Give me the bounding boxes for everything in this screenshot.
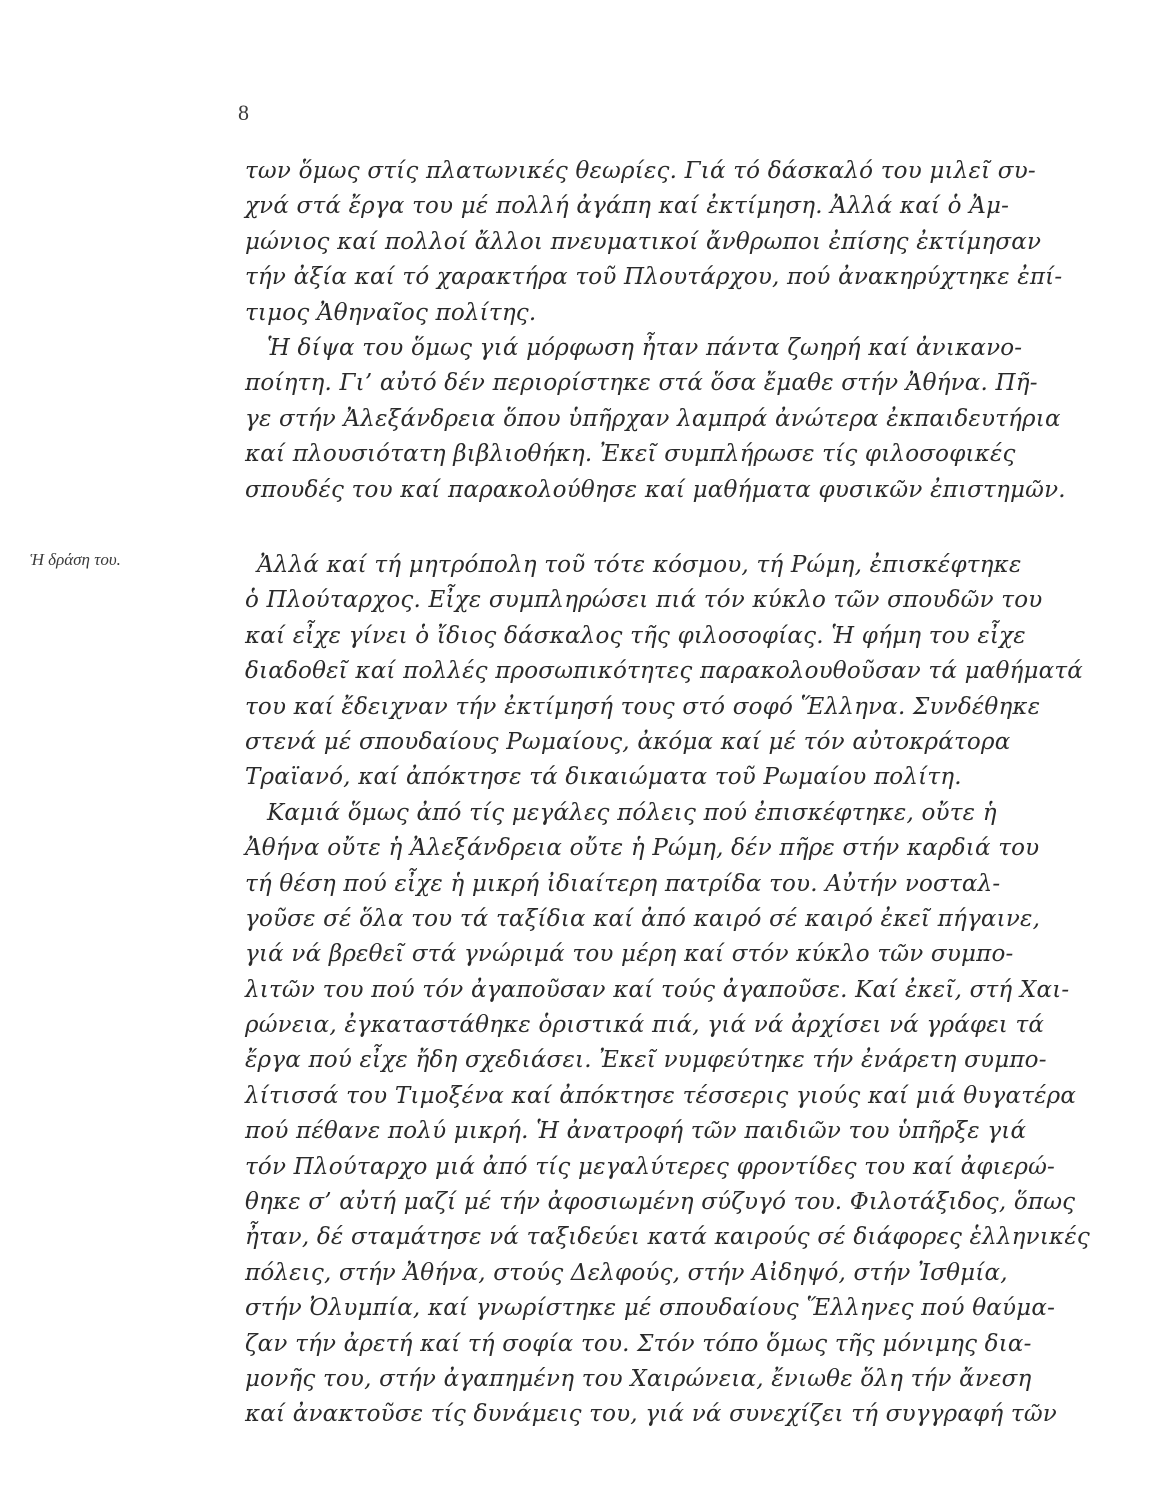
text-line: ποίητη. Γι’ αὐτό δέν περιορίστηκε στά ὅσα ἔμαθε στήν Ἀθήνα. Πῆ-	[245, 370, 1038, 397]
text-line: γε στήν Ἀλεξάνδρεια ὅπου ὑπῆρχαν λαμπρά ἀνώτερα ἐκπαιδευτήρια	[245, 405, 1061, 432]
margin-note: Ἡ δράση του.	[30, 550, 121, 569]
paragraph-block-2	[245, 548, 1090, 1433]
text-line: ζαν τήν ἀρετή καί τή σοφία του. Στόν τόπο ὅμως τῆς μόνιμης δια-	[245, 1330, 1032, 1357]
text-line: γιά νά βρεθεῖ στά γνώριμά του μέρη καί στόν κύκλο τῶν συμπο-	[245, 941, 1014, 968]
text-line: λιτῶν του πού τόν ἀγαποῦσαν καί τούς ἀγαποῦσε. Καί ἐκεῖ, στή Χαι-	[245, 976, 1070, 1003]
text-line: σπουδές του καί παρακολούθησε καί μαθήματα φυσικῶν ἐπιστημῶν.	[245, 476, 1066, 503]
text-line: ρώνεια, ἐγκαταστάθηκε ὁριστικά πιά, γιά νά ἀρχίσει νά γράφει τά	[245, 1012, 1045, 1039]
text-line: μώνιος καί πολλοί ἄλλοι πνευματικοί ἄνθρωποι ἐπίσης ἐκτίμησαν	[245, 228, 1042, 255]
text-line: μονῆς του, στήν ἀγαπημένη του Χαιρώνεια, ἔνιωθε ὅλη τήν ἄνεση	[245, 1365, 1032, 1392]
text-line: ἔργα πού εἶχε ἤδη σχεδιάσει. Ἐκεῖ νυμφεύτηκε τήν ἐνάρετη συμπο-	[245, 1047, 1047, 1074]
text-line: στενά μέ σπουδαίους Ρωμαίους, ἀκόμα καί μέ τόν αὐτοκράτορα	[245, 728, 1011, 755]
text-line: Ἡ δίψα του ὅμως γιά μόρφωση ἦταν πάντα ζωηρή καί ἀνικανο-	[267, 334, 1023, 361]
page-number: 8	[238, 100, 249, 125]
text-line: τόν Πλούταρχο μιά ἀπό τίς μεγαλύτερες φροντίδες του καί ἀφιερώ-	[245, 1153, 1056, 1180]
text-line: καί εἶχε γίνει ὁ ἴδιος δάσκαλος τῆς φιλοσοφίας. Ἡ φήμη του εἶχε	[245, 622, 1026, 649]
text-line: ἦταν, δέ σταμάτησε νά ταξιδεύει κατά καιρούς σέ διάφορες ἑλληνικές	[245, 1224, 1090, 1251]
text-line: γοῦσε σέ ὅλα του τά ταξίδια καί ἀπό καιρό σέ καιρό ἐκεῖ πήγαινε,	[245, 905, 1041, 932]
text-line: του καί ἔδειχναν τήν ἐκτίμησή τους στό σοφό Ἕλληνα. Συνδέθηκε	[245, 693, 1041, 720]
text-line: πού πέθανε πολύ μικρή. Ἡ ἀνατροφή τῶν παιδιῶν του ὑπῆρξε γιά	[245, 1118, 1027, 1145]
text-line: διαδοθεῖ καί πολλές προσωπικότητες παρακολουθοῦσαν τά μαθήματά	[245, 658, 1084, 685]
text-line: τή θέση πού εἶχε ἡ μικρή ἰδιαίτερη πατρίδα του. Αὐτήν νοσταλ-	[245, 870, 1001, 897]
text-line: λίτισσά του Τιμοξένα καί ἀπόκτησε τέσσερις γιούς καί μιά θυγατέρα	[245, 1082, 1077, 1109]
text-line: τήν ἀξία καί τό χαρακτήρα τοῦ Πλουτάρχου, πού ἀνακηρύχτηκε ἐπί-	[245, 264, 1063, 291]
paragraph-block-1	[245, 154, 1066, 508]
text-line: Καμιά ὅμως ἀπό τίς μεγάλες πόλεις πού ἐπισκέφτηκε, οὔτε ἡ	[267, 799, 997, 826]
text-line: τιμος Ἀθηναῖος πολίτης.	[245, 299, 537, 326]
text-line: πόλεις, στήν Ἀθήνα, στούς Δελφούς, στήν Αἰδηψό, στήν Ἰσθμία,	[245, 1259, 1008, 1286]
text-line: στήν Ὀλυμπία, καί γνωρίστηκε μέ σπουδαίους Ἕλληνες πού θαύμα-	[245, 1295, 1056, 1322]
text-line: Τραϊανό, καί ἀπόκτησε τά δικαιώματα τοῦ Ρωμαίου πολίτη.	[245, 764, 962, 791]
text-line: των ὅμως στίς πλατωνικές θεωρίες. Γιά τό δάσκαλό του μιλεῖ συ-	[245, 158, 1036, 184]
text-line: Ἀθήνα οὔτε ἡ Ἀλεξάνδρεια οὔτε ἡ Ρώμη, δέν πῆρε στήν καρδιά του	[245, 835, 1040, 862]
text-line: χνά στά ἔργα του μέ πολλή ἀγάπη καί ἐκτίμηση. Ἀλλά καί ὁ Ἀμ-	[245, 193, 1010, 220]
text-line: καί πλουσιότατη βιβλιοθήκη. Ἐκεῖ συμπλήρωσε τίς φιλοσοφικές	[245, 441, 1016, 468]
text-line: καί ἀνακτοῦσε τίς δυνάμεις του, γιά νά συνεχίζει τή συγγραφή τῶν	[245, 1401, 1057, 1428]
text-line: θηκε σ’ αὐτή μαζί μέ τήν ἀφοσιωμένη σύζυγό του. Φιλοτάξιδος, ὅπως	[245, 1189, 1076, 1216]
text-line: Ἀλλά καί τή μητρόπολη τοῦ τότε κόσμου, τή Ρώμη, ἐπισκέφτηκε	[257, 552, 1022, 578]
text-line: ὁ Πλούταρχος. Εἶχε συμπληρώσει πιά τόν κύκλο τῶν σπουδῶν του	[245, 587, 1043, 614]
